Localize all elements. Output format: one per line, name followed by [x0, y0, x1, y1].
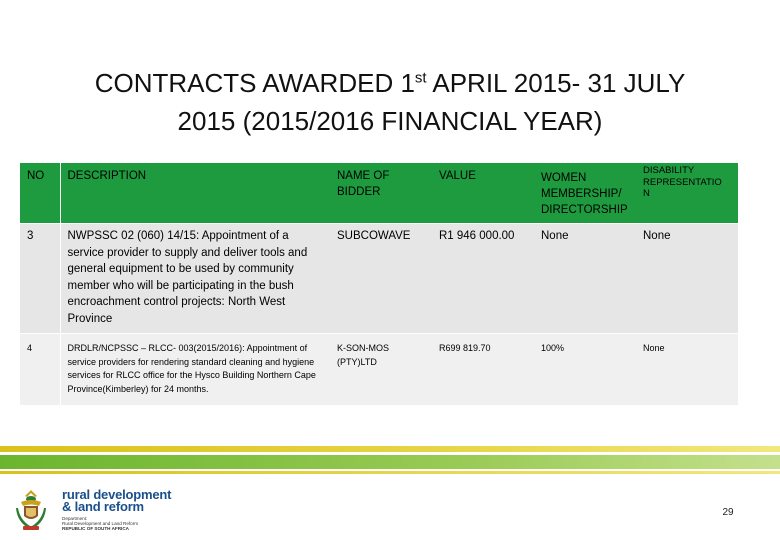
footer-band-green: [0, 455, 780, 469]
header-women: WOMEN MEMBERSHIP/ DIRECTORSHIP: [534, 163, 636, 224]
description-reference: DRDLR/NCPSSC – RLCC- 003(2015/2016):: [67, 343, 245, 353]
description-reference: NWPSSC 02 (060) 14/15:: [67, 230, 200, 242]
cell-value: R1 946 000.00: [432, 224, 534, 334]
description-text: Appointment of service providers for rendering standard cleaning and hygiene services for RLCC office for the Hysco Building Northern Cape Province(Kimberley) for 24 months.: [67, 343, 316, 394]
description-text: Appointment of a service provider to supply and deliver tools and general equipment to be used by community member who will be participating in the bush encroachment control projects: North West Province: [67, 230, 308, 325]
logo-dept-line-3: REPUBLIC OF SOUTH AFRICA: [62, 526, 129, 532]
cell-bidder: SUBCOWAVE: [330, 224, 432, 334]
cell-value: R699 819.70: [432, 334, 534, 406]
table-header-row: [20, 163, 738, 224]
table-row: [20, 334, 738, 406]
logo-dept-line-2: Rural Development and Land Reform: [62, 521, 139, 527]
department-logo: [16, 488, 176, 532]
title-text-2: APRIL 2015- 31 JULY: [426, 68, 686, 98]
title-text-1: CONTRACTS AWARDED 1: [94, 68, 415, 98]
footer-band-thin: [0, 471, 780, 474]
header-bidder: NAME OF BIDDER: [330, 163, 432, 224]
cell-description: [60, 224, 330, 334]
footer-band-yellow: [0, 446, 780, 452]
cell-disability: None: [636, 224, 738, 334]
cell-women: None: [534, 224, 636, 334]
logo-title-line-2: & land reform: [62, 499, 144, 514]
page-number: 29: [722, 507, 734, 518]
contracts-table: [20, 163, 738, 406]
title-line-2: 2015 (2015/2016 FINANCIAL YEAR): [177, 106, 603, 136]
cell-women: 100%: [534, 334, 636, 406]
title-superscript: st: [414, 69, 427, 87]
cell-no: 4: [20, 334, 60, 406]
header-value: VALUE: [432, 163, 534, 224]
cell-description: [60, 334, 330, 406]
coat-of-arms-icon: [16, 488, 46, 532]
slide-title: [40, 64, 740, 140]
cell-bidder: K-SON-MOS (PTY)LTD: [330, 334, 432, 406]
cell-no: 3: [20, 224, 60, 334]
header-disability: DISABILITY REPRESENTATIO N: [636, 163, 738, 224]
title-line-1: [40, 64, 740, 102]
cell-disability: None: [636, 334, 738, 406]
logo-dept-line-1: Department:: [62, 516, 88, 521]
table-row: [20, 224, 738, 334]
logo-department: [62, 516, 138, 532]
header-no: NO: [20, 163, 60, 224]
logo-title-line-1: rural development: [62, 487, 172, 502]
header-description: DESCRIPTION: [60, 163, 330, 224]
